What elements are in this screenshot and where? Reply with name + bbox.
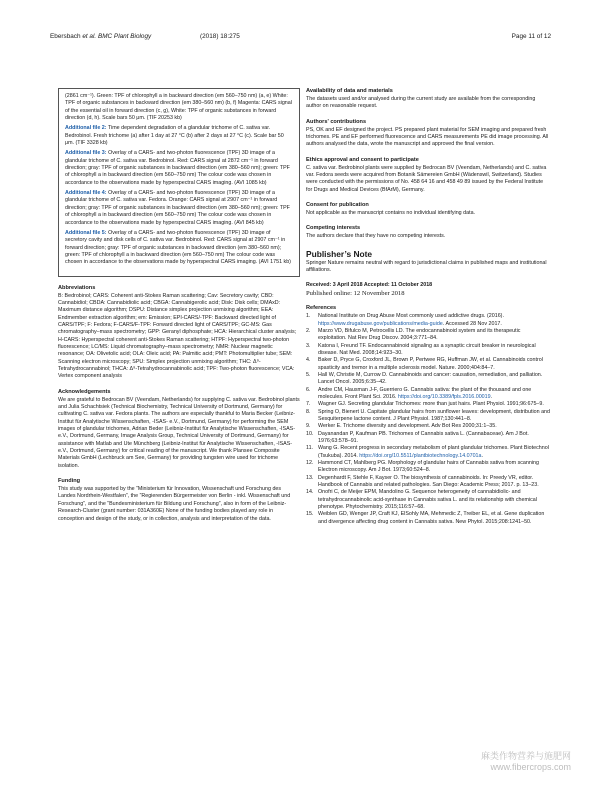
additional-file-4-text: Overlay of a CARS- and two-photon fluorescence (TPF) 3D image of a glandular trichome of C. sativa var. Fedora. Orange: CARS signal at 2907 cm⁻¹ in forward direction; gray: TPF of organic substances in backward direction (em 380–560 nm); green: TPF of chlorophyll a in backward direction (em 560–750 nm) The colour code was chosen in accordance to the observations made by hyperspectral CARS imaging. (AVI 845 kb) xyxy=(65,190,290,226)
funding-text: This study was supported by the “Ministerium für Innovation, Wissenschaft und Forschung des Landes Nordrhein-Westfalen”, the “Regierenden Bürgermeister von Berlin - inkl. Wissenschaft und Forschung”, and the “Bundesministerium für Bildung und Forschung”, also in form of the Leibniz-Research-Cluster (grant number: 031A360E) None of the funding bodies played any role in conception and design of the study, or in collection, analysis and interpretation of the data. xyxy=(58,486,291,522)
additional-file-5 xyxy=(65,230,293,267)
reference-link[interactable]: https://doi.org/10.5511/plantbiotechnology.14.0701a xyxy=(359,452,482,459)
reference-number: 11. xyxy=(306,445,314,452)
author-label: Ebersbach xyxy=(50,33,83,40)
left-column xyxy=(58,88,300,531)
additional-file-5-link[interactable]: Additional file 5: xyxy=(65,229,107,236)
abbreviations-text: B: Bedrobinol; CARS: Coherent anti-Stokes Raman scattering; Cav: Secretory cavity; CBD: Cannabidiol; CBDA: Cannabidiolic acid; CBGA: Cannabigerolic acid; Disk: Disk cells; DMAxD: Maximum distance algorithm; DSPU: Distance simplex projection unmixing algorithm; EEA: Endmember extraction algorithm; em: Emission; EPI-CARS/-TPF: Backward directed light of CARS/TPF; F: Fedora; F-CARS/F-TPF: Forward directed light of CARS/TPF; GC-MS: Gas chromatography–mass spectrometry; GPP: Geranyl diphosphate; HCA: Hierarchical cluster analysis; H-CARS: Hyperspectral coherent anti-Stokes Raman scattering; HTPF: Hyperspectral two-photon fluorescence; LC/MS: Liquid chromatography–mass spectrometry; NMR: Nuclear magnetic resonance; OA: Olivetolic acid; OLA: Oleic acid; PA: Palmitic acid; PMT: Photomultiplier tube; SEM: Scanning electron microscopy; SPU: Simplex projection unmixing algorithm; THC: Δ⁹-Tetrahydrocannabinol; THCA: Δ⁹-Tetrahydrocannabinolic acid; TPF: Two-photon fluorescence; VCA: Vertex component analysis xyxy=(58,292,297,380)
journal-label: et al. BMC Plant Biology xyxy=(82,33,152,40)
additional-file-2-link[interactable]: Additional file 2: xyxy=(65,125,107,132)
funding-section xyxy=(58,478,300,523)
reference-item xyxy=(306,401,550,408)
availability-heading: Availability of data and materials xyxy=(306,88,393,94)
reference-text: Hammond CT, Mahlberg PG. Morphology of glandular hairs of Cannabis sativa from scanning Electron microscopy. Am J Bot. 1973;60:524–8. xyxy=(318,460,539,474)
additional-file-2-text: Time dependent degradation of a glandular trichome of C. sativa var. Bedrobinol. Fresh trichome (a) after 1 day at 27 °C (b) after 2 days at 27 °C (c). Scale bar 50 μm. (TIF 3328 kb) xyxy=(65,125,284,147)
reference-suffix: . xyxy=(481,452,484,459)
reference-text: Marzo VD, Bifulco M, Petrocellis LD. The endocannabinoid system and its therapeutic exploitation. Nat Rev Drug Discov. 2004;3:771–84. xyxy=(318,327,521,342)
references-list xyxy=(306,313,550,526)
reference-number: 1. xyxy=(306,313,311,320)
right-column xyxy=(306,88,550,534)
abbreviations-section xyxy=(58,285,300,381)
reference-suffix: . xyxy=(490,393,493,400)
consent-section xyxy=(306,202,550,217)
reference-item xyxy=(306,357,550,372)
reference-number: 14. xyxy=(306,489,314,496)
additional-file-4-link[interactable]: Additional file 4: xyxy=(65,190,107,197)
competing-section xyxy=(306,225,550,240)
reference-item xyxy=(306,460,550,475)
acknowledgements-heading: Acknowledgements xyxy=(58,388,111,395)
reference-number: 15. xyxy=(306,511,314,518)
reference-suffix: . Accessed 28 Nov 2017. xyxy=(442,320,502,327)
publisher-note-section xyxy=(306,249,550,275)
reference-number: 9. xyxy=(306,423,311,430)
references-section xyxy=(306,305,550,526)
additional-file-3 xyxy=(65,150,293,187)
additional-file-3-link[interactable]: Additional file 3: xyxy=(65,150,107,157)
ethics-heading: Ethics approval and consent to participate xyxy=(306,156,419,163)
additional-file-3-text: Overlay of a CARS- and two-photon fluorescence (TPF) 3D image of a glandular trichome of C. sativa var. Bedrobinol. Red: CARS signal at 2872 cm⁻¹ in forward direction; gray: TPF of organic substances in backward direction (em 380–560 nm); green: TPF of chlorophyll a in backward direction (em 560–750 nm) The colour code was chosen in accordance to the observations made by hyperspectral CARS imaging. (AVI 1085 kb) xyxy=(65,150,290,186)
received-date: Received: 3 April 2018 Accepted: 11 October 2018 xyxy=(306,282,433,289)
reference-link[interactable]: https://doi.org/10.3389/fpls.2016.00019 xyxy=(397,393,491,400)
figure-legend-continued: (2861 cm⁻¹). Green: TPF of chlorophyll a in backward direction (em 560–750 nm) (a, e) White: TPF of organic substances in backward direction (em 380–560 nm) (b, f) Magenta: CARS signal of the essential oil in forward direction (c, g), White: TPF of organic substances in forward direction (d, h). Scale bars 50 μm. (TIF 20253 kb) xyxy=(65,93,292,122)
page-number: Page 11 of 12 xyxy=(511,33,551,40)
dates-section xyxy=(306,282,550,297)
published-date: Published online: 12 November 2018 xyxy=(306,289,405,297)
contributions-section xyxy=(306,119,550,149)
reference-item xyxy=(306,372,550,387)
additional-file-5-text: Overlay of a CARS- and two-photon fluorescence (TPF) 3D image of secretory cavity and disk cells of C. sativa var. Bedrobinol. Red: CARS signal at 2907 cm⁻¹ in forward direction; gray: TPF of organic substances in backward direction (em 380–560 nm); green: TPF of chlorophyll a in backward direction (em 560–750 nm) The colour code was chosen in accordance to the observations made by hyperspectral CARS imaging. (AVI 1751 kb) xyxy=(65,229,291,266)
received-accepted-dates xyxy=(306,282,550,289)
reference-number: 7. xyxy=(306,401,311,408)
reference-text: Onofri C, de Meijer EPM, Mandolino G. Sequence heterogeneity of cannabidiolic- and tetrahydrocannabinolic acid-synthase in Cannabis sativa L. and its relationship with chemical phenotype. Phytochemistry. 2015;116:57–68. xyxy=(318,489,537,511)
reference-number: 10. xyxy=(306,430,314,437)
ethics-text: C. sativa var. Bedrobinol plants were supplied by Bedrocan BV (Veendam, Netherlands) and C. sativa var. Fedora seeds were acquired from Botanik Sämereien GmbH (Wädenswil, Switzerland). Studies were conducted with the permissions of No. 458 64 16 and 458 49 89 issued by the Federal Institute for Drugs and Medical Devices (BfArM), Germany. xyxy=(306,164,547,193)
reference-item xyxy=(306,328,550,343)
reference-text: Werker E. Trichome diversity and development. Adv Bot Res 2000;31:1–35. xyxy=(318,423,497,430)
reference-text: Dayanandan P, Kaufman PB. Trichomes of Cannabis sativa L. (Cannabaceae). Am J Bot. 1976;63:578–91. xyxy=(318,430,529,444)
reference-item xyxy=(306,431,550,446)
reference-item xyxy=(306,445,550,460)
watermark-line-2: www.fibercrops.com xyxy=(490,762,571,772)
reference-text: Wagner GJ. Secreting glandular Trichomes: more than just hairs. Plant Physiol. 1991;96:675–9. xyxy=(318,401,544,408)
page-header xyxy=(50,33,551,43)
competing-heading: Competing interests xyxy=(306,225,361,232)
consent-text: Not applicable as the manuscript contains no individual identifying data. xyxy=(306,210,476,217)
reference-number: 2. xyxy=(306,327,311,334)
reference-number: 12. xyxy=(306,460,314,467)
journal-name xyxy=(50,33,151,40)
reference-item xyxy=(306,423,550,430)
reference-item xyxy=(306,343,550,358)
consent-heading: Consent for publication xyxy=(306,202,369,209)
reference-item xyxy=(306,489,550,511)
reference-item xyxy=(306,409,550,424)
reference-text: Baker D, Pryce G, Croxford JL, Brown P, Pertwee RG, Huffman JW, et al. Cannabinoids control spasticity and tremor in a multiple sclerosis model. Nature. 2000;404:84–7. xyxy=(318,357,543,371)
reference-text: Wang G. Recent progress in secondary metabolism of plant glandular trichomes. Plant Biotechnol (Tsukuba). 2014. xyxy=(318,445,549,459)
reference-number: 4. xyxy=(306,357,311,364)
contributions-text: PS, OK and EF designed the project. PS prepared plant material for SEM imaging and prepared fresh trichomes. PE and EF performed fluorescence and CARS measurements PE did image processing. All authors analysed the data, wrote the manuscript and approved the final version. xyxy=(306,126,549,148)
citation: (2018) 18:275 xyxy=(200,33,240,40)
watermark xyxy=(481,751,571,773)
publisher-note-text: Springer Nature remains neutral with regard to jurisdictional claims in published maps and institutional affiliations. xyxy=(306,259,547,274)
reference-link[interactable]: https://www.drugabuse.gov/publications/media-guide xyxy=(318,320,443,327)
funding-heading: Funding xyxy=(58,478,81,485)
reference-item xyxy=(306,511,550,526)
reference-item xyxy=(306,475,550,490)
watermark-line-1: 麻类作物营养与施肥网 xyxy=(480,751,571,761)
reference-number: 13. xyxy=(306,474,314,481)
ethics-section xyxy=(306,157,550,194)
references-heading: References xyxy=(306,305,337,312)
reference-number: 5. xyxy=(306,371,311,378)
reference-text: Spring O, Bienert U. Capitate glandular hairs from sunflower leaves: development, distribution and Sesquiterpene lactone content. J Plant Physiol. 1987;130:441–8. xyxy=(318,408,550,422)
acknowledgements-text: We are grateful to Bedrocan BV (Veendam, Netherlands) for supplying C. sativa var. Bedrobinol plants and Julia Schachtsiek (Technical Biochemistry, Technical University of Dortmund, Germany) for cultivating C. sativa var. Fedora plants. The authors are especially thankful to Maria Becker (Leibniz-Institut für Analytische Wissenschaften, -ISAS- e.V., Dortmund, Germany) for performing the SEM images of glandular trichomes, Adrian Beder (Leibniz-Institut für Analytische Wissenschaften, -ISAS- e.V., Dortmund, Germany, Image Analysis Group, Technical University of Dortmund, Germany) for assistance with Matlab and Ute Münchberg (Leibniz-Institut für Analytische Wissenschaften, -ISAS- e.V., Dortmund, Germany) for critical reading of the manuscript. We thank Plansee Composite Materials GmbH (Lechbruck am See, Germany) for providing tungsten wire used for trichome isolation. xyxy=(58,396,300,469)
reference-item xyxy=(306,387,550,402)
reference-text: Weiblen GD, Wenger JP, Craft KJ, ElSohly MA, Mehmedic Z, Treiber EL, et al. Gene duplication and divergence affecting drug content in Cannabis sativa. New Phytol. 2015;208:1241–50. xyxy=(318,511,545,525)
reference-text: Andre CM, Hausman J-F, Guerriero G. Cannabis sativa: the plant of the thousand and one molecules. Front Plant Sci. 2016. xyxy=(318,386,532,400)
additional-file-2 xyxy=(65,125,293,147)
publisher-note-heading: Publisher’s Note xyxy=(306,248,373,259)
additional-files-box xyxy=(58,88,300,277)
availability-text: The datasets used and/or analysed during the current study are available from the corresponding author on reasonable request. xyxy=(306,96,536,110)
reference-number: 3. xyxy=(306,342,311,349)
contributions-heading: Authors' contributions xyxy=(306,118,367,125)
reference-text: Degenhardt F, Stehle F, Kayser O. The biosynthesis of cannabinoids. In: Preedy VR, editor. Handbook of Cannabis and related pathologies. San Diego: Academic Press; 2017. p. 13–23. xyxy=(318,474,539,489)
abbreviations-heading: Abbreviations xyxy=(58,284,96,291)
reference-number: 6. xyxy=(306,386,311,393)
reference-item xyxy=(306,313,550,328)
availability-section xyxy=(306,88,550,111)
reference-text: Katona I, Freund TF. Endocannabinoid signaling as a synaptic circuit breaker in neurological disease. Nat Med. 2008;14:923–30. xyxy=(318,342,536,356)
competing-text: The authors declare that they have no competing interests. xyxy=(306,233,446,240)
reference-text: National Institute on Drug Abuse Most commonly used addictive drugs. (2016). xyxy=(318,313,504,320)
reference-number: 8. xyxy=(306,408,311,415)
reference-text: Hall W, Christie M, Currow D. Cannabinoids and cancer: causation, remediation, and palliation. Lancet Oncol. 2005;6:35–42. xyxy=(318,371,543,386)
acknowledgements-section xyxy=(58,389,300,470)
additional-file-4 xyxy=(65,190,293,227)
